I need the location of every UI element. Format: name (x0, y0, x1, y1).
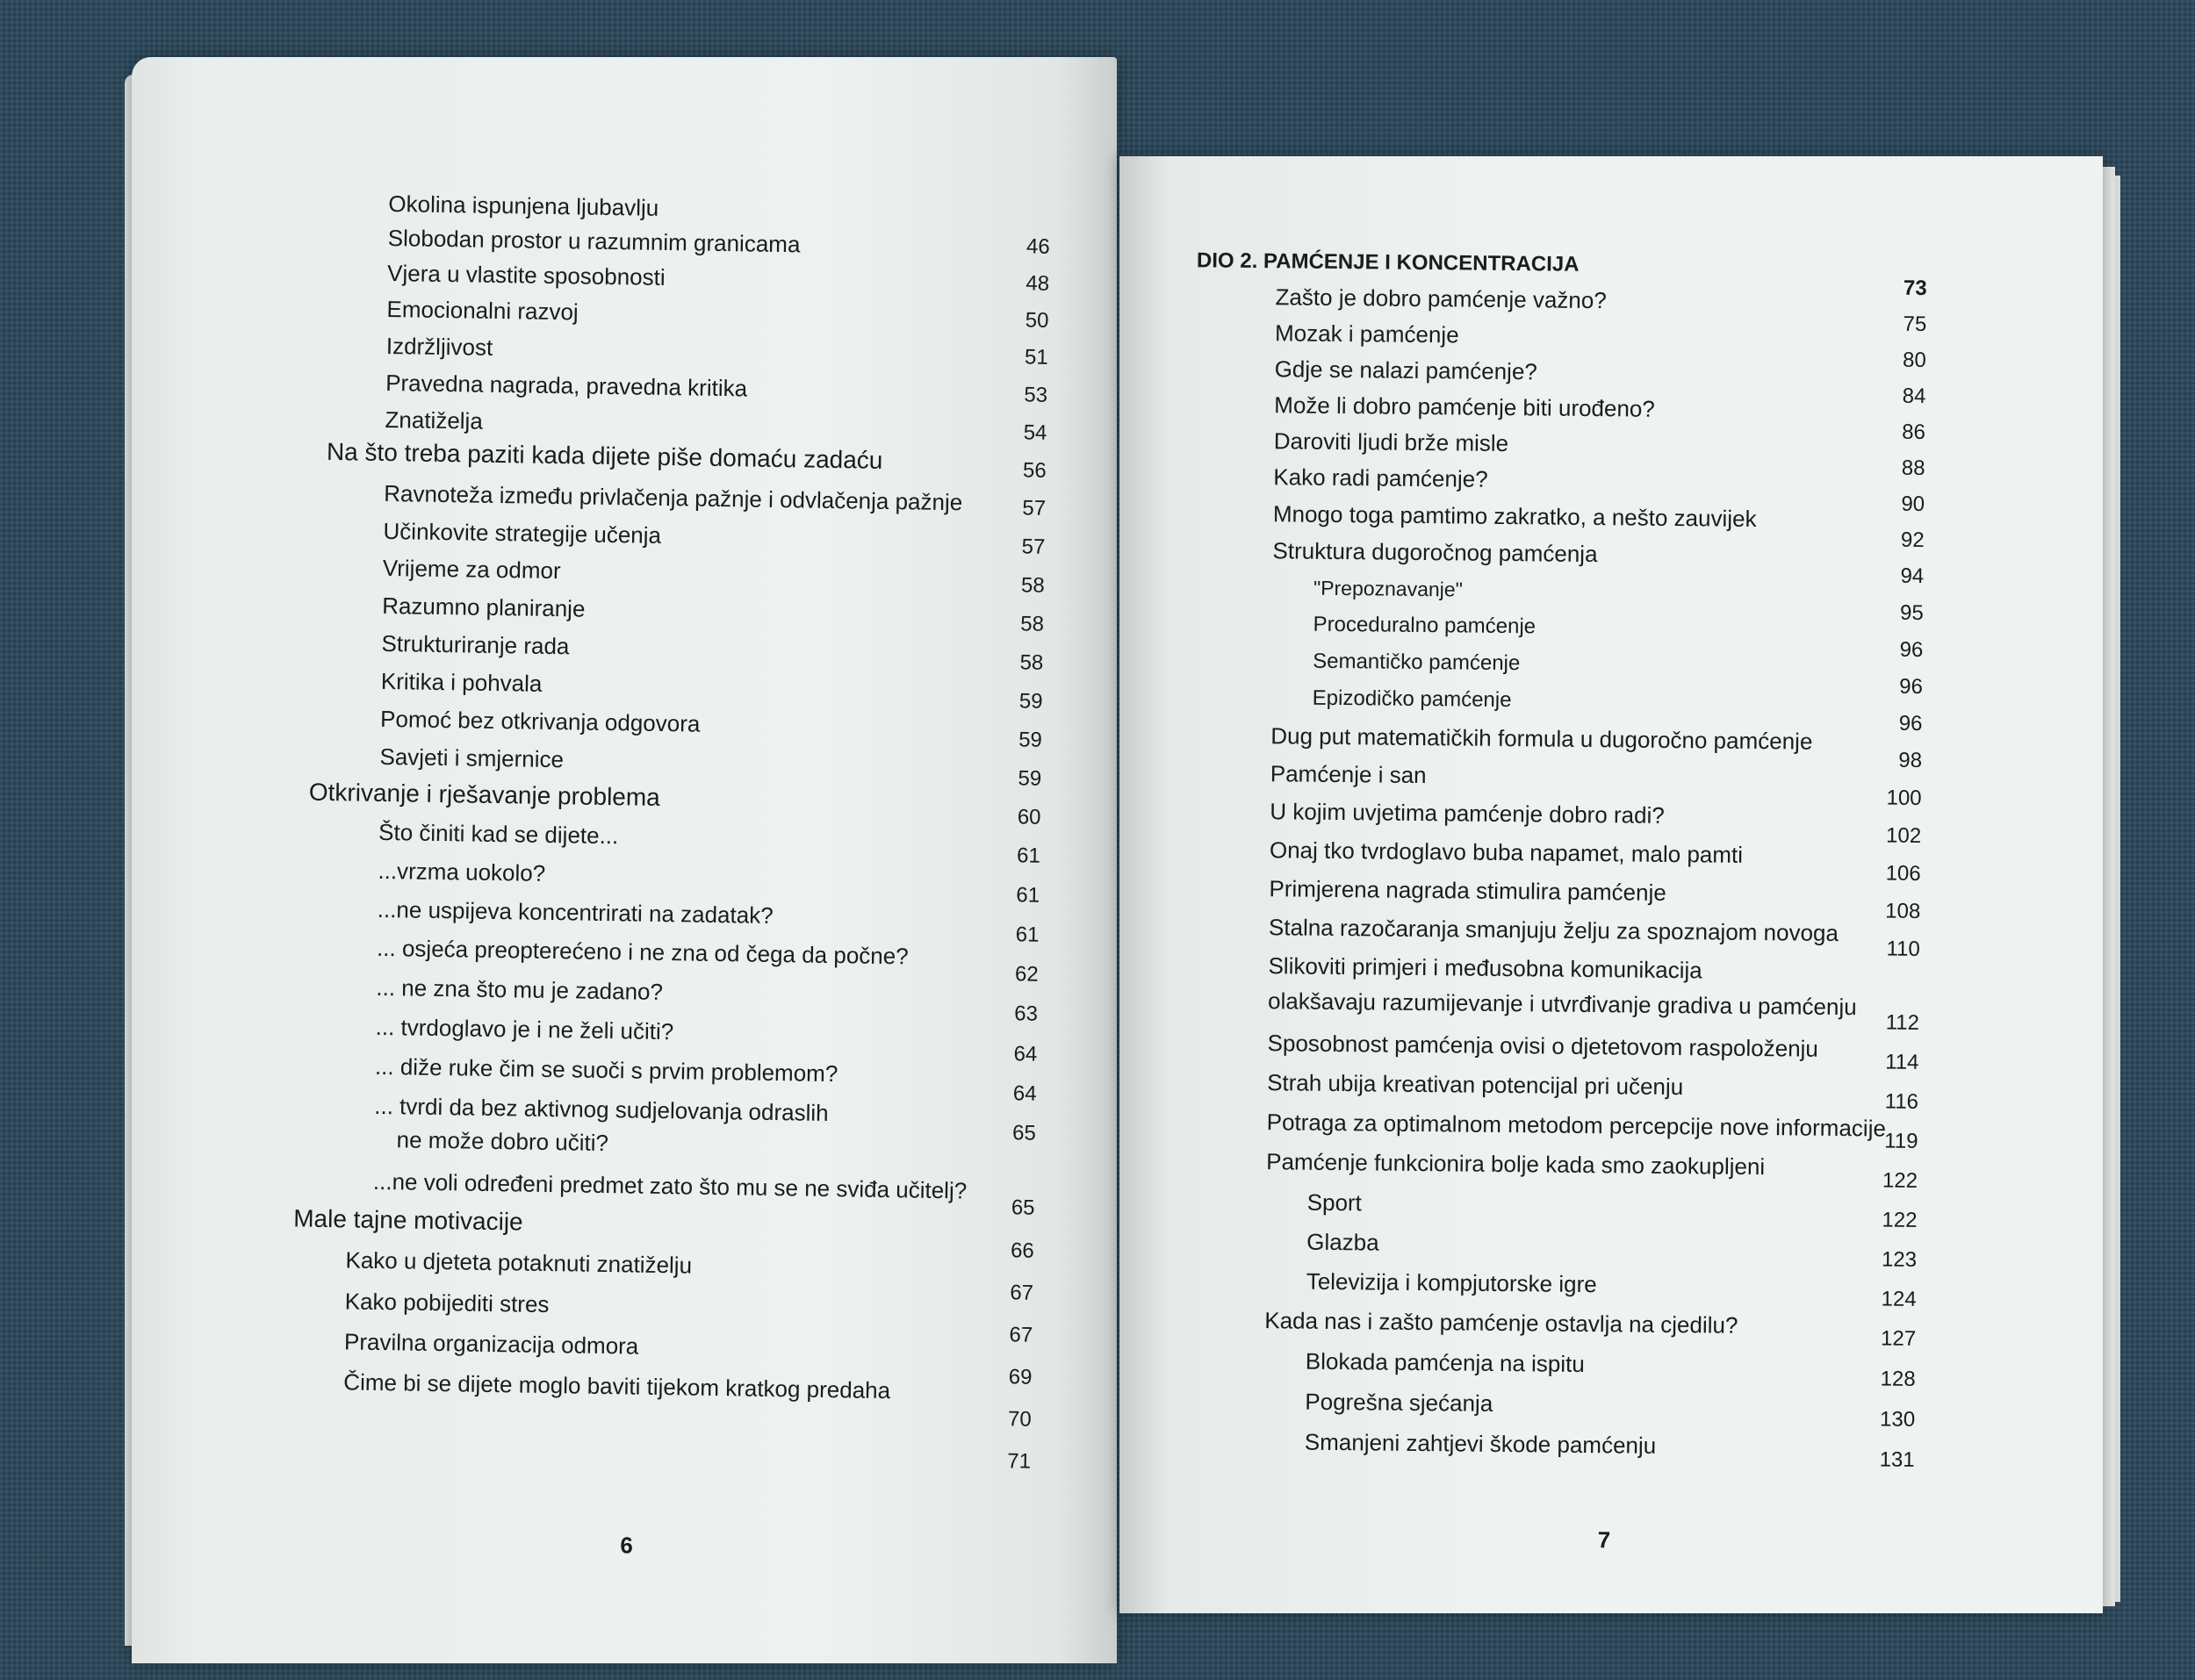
toc-entry-title: U kojim uvjetima pamćenje dobro radi? (1270, 798, 1665, 829)
toc-entry-page: 67 (1009, 1323, 1033, 1347)
toc-entry-page: 67 (1010, 1281, 1034, 1305)
toc-entry-title: Razumno planiranje (381, 592, 586, 622)
toc-entry-page: 65 (1011, 1195, 1035, 1220)
toc-entry-title: Blokada pamćenja na ispitu (1305, 1347, 1585, 1377)
toc-entry-page: 70 (1007, 1407, 1032, 1432)
toc-entry-title: Pomoć bez otkrivanja odgovora (379, 705, 701, 737)
toc-entry-page: 64 (1012, 1081, 1037, 1106)
toc-entry-page: 86 (1902, 420, 1926, 444)
toc-entry-title: Televizija i kompjutorske igre (1306, 1267, 1597, 1298)
toc-entry-page: 102 (1885, 823, 1922, 848)
toc-entry-page: 73 (1903, 276, 1927, 300)
toc-entry-title: Kako pobijediti stres (344, 1288, 550, 1318)
toc-entry-title: ... tvrdoglavo je i ne želi učiti? (375, 1013, 674, 1045)
toc-entry-title: Potraga za optimalnom metodom percepcije nove informacije (1266, 1109, 1887, 1142)
toc-entry-title: Slikoviti primjeri i međusobna komunikacija (1268, 952, 1702, 984)
toc-entry-page: 54 (1023, 420, 1047, 445)
toc-entry-title: ...ne uspijeva koncentrirati na zadatak? (377, 895, 774, 929)
toc-entry-title: Sposobnost pamćenja ovisi o djetetovom raspoloženju (1267, 1030, 1819, 1062)
toc-entry-page: 96 (1899, 674, 1924, 699)
part-heading: DIO 2. PAMĆENJE I KONCENTRACIJA (1196, 248, 1580, 276)
toc-entry-title: Glazba (1306, 1228, 1379, 1256)
toc-entry-title: Daroviti ljudi brže misle (1273, 427, 1509, 457)
toc-entry-title: Učinkovite strategije učenja (383, 517, 662, 549)
toc-entry-page: 108 (1885, 899, 1921, 923)
toc-entry-page: 61 (1016, 844, 1041, 868)
toc-entry-page: 59 (1018, 766, 1042, 791)
toc-entry-title: Male tajne motivacije (292, 1204, 523, 1236)
toc-entry-title: Pamćenje funkcionira bolje kada smo zaokupljeni (1266, 1148, 1766, 1181)
toc-entry-title: Kako radi pamćenje? (1273, 463, 1488, 492)
toc-entry-title: Semantičko pamćenje (1313, 649, 1521, 676)
toc-entry-title: Kako u djeteta potaknuti znatiželju (345, 1246, 693, 1279)
toc-entry-page: 51 (1024, 345, 1048, 370)
toc-entry-page: 88 (1901, 456, 1925, 480)
toc-entry-page: 53 (1024, 383, 1048, 407)
toc-entry-page: 128 (1880, 1367, 1916, 1391)
toc-entry-page: 100 (1886, 786, 1922, 810)
toc-entry-page: 92 (1900, 528, 1925, 552)
toc-entry-title: Otkrivanje i rješavanje problema (308, 778, 661, 811)
toc-entry-title: Što činiti kad se dijete... (378, 818, 619, 850)
toc-entry-page: 110 (1886, 937, 1920, 961)
toc-entry-page: 112 (1885, 1010, 1920, 1035)
toc-entry-page: 58 (1020, 612, 1045, 636)
toc-entry-page: 61 (1015, 923, 1040, 947)
toc-entry-page: 71 (1007, 1449, 1032, 1474)
toc-entry-page: 59 (1018, 728, 1043, 752)
toc-entry-title: Kada nas i zašto pamćenje ostavlja na cjedilu? (1264, 1307, 1738, 1339)
toc-entry-title: Proceduralno pamćenje (1313, 612, 1536, 639)
toc-entry-title: Primjerena nagrada stimulira pamćenje (1269, 875, 1666, 906)
toc-entry-title: Slobodan prostor u razumnim granicama (387, 224, 801, 258)
toc-entry-page: 124 (1881, 1287, 1917, 1311)
toc-entry-page: 61 (1016, 883, 1040, 908)
toc-entry-title: Mnogo toga pamtimo zakratko, a nešto zauvijek (1272, 500, 1757, 532)
toc-entry-page: 96 (1899, 637, 1924, 662)
toc-entry-page: 59 (1018, 689, 1043, 714)
toc-entry-page: 84 (1902, 384, 1926, 408)
toc-entry-title: ... osjeća preopterećeno i ne zna od čega da počne? (376, 934, 909, 970)
toc-entry-page: 130 (1879, 1407, 1916, 1432)
toc-entry-title: Pravilna organizacija odmora (343, 1328, 639, 1360)
toc-entry-title: Mozak i pamćenje (1274, 319, 1459, 348)
toc-entry-page: 122 (1882, 1208, 1918, 1232)
toc-entry-page: 127 (1880, 1326, 1917, 1351)
toc-entry-title: Strah ubija kreativan potencijal pri učenju (1267, 1069, 1684, 1101)
toc-entry-title: Vrijeme za odmor (382, 554, 561, 585)
toc-entry-title: Pamćenje i san (1270, 760, 1427, 789)
toc-entry-title: Struktura dugoročnog pamćenja (1272, 537, 1598, 568)
toc-entry-title: Kritika i pohvala (380, 667, 543, 697)
toc-entry-page: 123 (1881, 1247, 1918, 1272)
toc-entry-title: "Prepoznavanje" (1313, 576, 1463, 601)
toc-entry-title: Na što treba paziti kada dijete piše domaću zadaću (326, 437, 883, 474)
toc-entry-page: 64 (1013, 1042, 1038, 1066)
toc-entry-title: Epizodičko pamćenje (1312, 686, 1512, 713)
toc-entry-title: Strukturiranje rada (381, 629, 570, 660)
toc-entry-title: Savjeti i smjernice (379, 743, 565, 773)
toc-entry-page: 94 (1900, 564, 1925, 588)
toc-entry-title: Okolina ispunjena ljubavlju (388, 190, 659, 221)
toc-entry-page: 58 (1019, 650, 1044, 675)
toc-entry-title: Emocionalni razvoj (386, 295, 579, 326)
toc-entry-page: 106 (1885, 861, 1921, 886)
toc-entry-title: ... tvrdi da bez aktivnog sudjelovanja odraslih (374, 1092, 829, 1126)
toc-entry-title: Sport (1306, 1188, 1363, 1217)
toc-entry-page: 80 (1902, 348, 1926, 372)
toc-entry-title: Znatiželja (385, 406, 484, 434)
toc-entry-title: Može li dobro pamćenje biti urođeno? (1274, 391, 1655, 422)
toc-entry-page: 69 (1008, 1365, 1033, 1389)
toc-entry-title: olakšavaju razumijevanje i utvrđivanje gradiva u pamćenju (1267, 987, 1857, 1021)
toc-entry-title: Zašto je dobro pamćenje važno? (1275, 284, 1607, 314)
toc-entry-page: 50 (1025, 308, 1049, 333)
toc-entry-title: Čime bi se dijete moglo baviti tijekom kratkog predaha (343, 1368, 891, 1404)
toc-entry-page: 131 (1879, 1447, 1915, 1472)
toc-entry-page: 119 (1884, 1129, 1918, 1153)
toc-entry-page: 58 (1020, 573, 1045, 598)
toc-entry-title: Pravedna nagrada, pravedna kritika (385, 369, 748, 402)
toc-entry-page: 75 (1903, 312, 1927, 336)
toc-entry-page: 122 (1882, 1168, 1918, 1193)
toc-entry-title: Vjera u vlastite sposobnosti (386, 259, 666, 291)
toc-entry-title: Ravnoteža između privlačenja pažnje i odvlačenja pažnje (383, 479, 963, 516)
toc-entry-title: Pogrešna sjećanja (1305, 1388, 1493, 1417)
toc-entry-page: 60 (1017, 805, 1041, 829)
toc-entry-page: 114 (1885, 1050, 1919, 1074)
toc-entry-page: 90 (1901, 492, 1925, 516)
toc-entry-page: 57 (1022, 496, 1047, 521)
toc-entry-page: 98 (1898, 748, 1923, 772)
toc-entry-page: 66 (1010, 1238, 1034, 1263)
toc-entry-title: Stalna razočaranja smanjuju želju za spoznajom novoga (1268, 914, 1839, 946)
toc-entry-title: ... diže ruke čim se suoči s prvim problemom? (374, 1052, 838, 1088)
toc-entry-page: 46 (1026, 234, 1050, 259)
toc-entry-page: 95 (1899, 600, 1924, 625)
toc-entry-title: Gdje se nalazi pamćenje? (1274, 355, 1538, 385)
toc-entry-page: 62 (1014, 962, 1039, 987)
toc-entry-title: Dug put matematičkih formula u dugoročno pamćenje (1270, 722, 1813, 755)
toc-entry-title: ...ne voli određeni predmet zato što mu se ne sviđa učitelj? (372, 1167, 968, 1204)
toc-entry-page: 57 (1021, 535, 1046, 559)
toc-entry-page: 56 (1022, 458, 1047, 483)
toc-entry-title: ne može dobro učiti? (396, 1126, 609, 1157)
toc-entry-title: ... ne zna što mu je zadano? (376, 973, 664, 1005)
toc-entry-page: 96 (1898, 711, 1923, 736)
toc-entry-title: Smanjeni zahtjevi škode pamćenju (1304, 1428, 1657, 1459)
toc-entry-page: 48 (1026, 271, 1050, 296)
toc-entry-page: 116 (1884, 1089, 1919, 1114)
toc-entry-page: 63 (1014, 1002, 1039, 1026)
toc-entry-title: ...vrzma uokolo? (378, 857, 546, 887)
toc-entry-title: Onaj tko tvrdoglavo buba napamet, malo pamti (1269, 836, 1744, 868)
toc-entry-page: 65 (1011, 1121, 1037, 1145)
page-number: 7 (1597, 1526, 1611, 1554)
toc-entry-title: Izdržljivost (385, 332, 493, 361)
page-number: 6 (620, 1532, 634, 1559)
